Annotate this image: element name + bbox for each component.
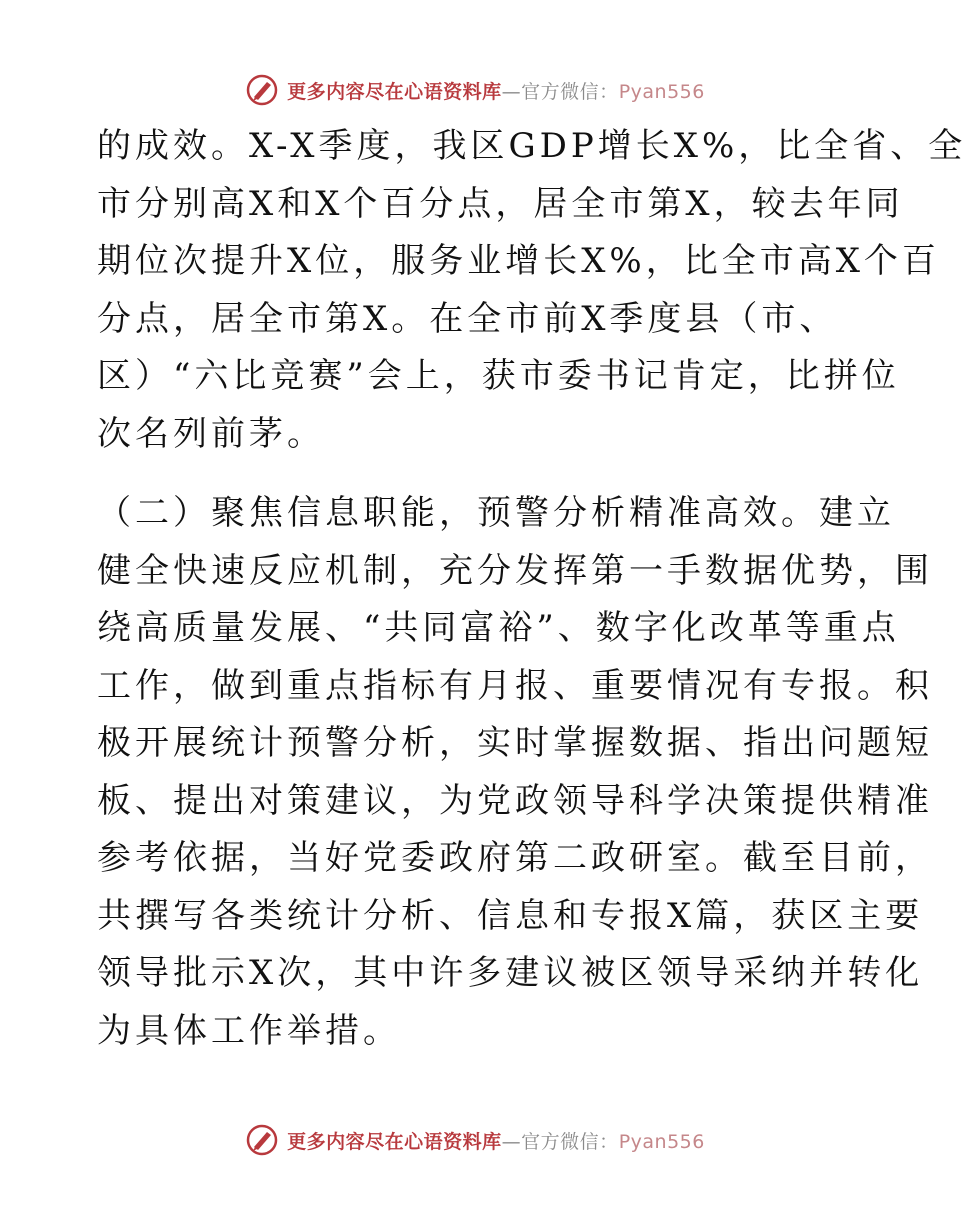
text-line: 为具体工作举措。: [97, 1010, 401, 1051]
text-line: 区）“六比竞赛”会上，获市委书记肯定，比拼位: [97, 356, 900, 396]
text-line: （二）聚焦信息职能，预警分析精准高效。建立: [97, 493, 895, 533]
text-line: 市分别高X和X个百分点，居全市第X，较去年同: [97, 183, 904, 224]
text-line: 绕高质量发展、“共同富裕”、数字化改革等重点: [97, 608, 900, 648]
footer-banner-text: 更多内容尽在心语资料库—官方微信：Pyan556: [287, 1130, 705, 1153]
text-line: 次名列前茅。: [97, 413, 325, 454]
header-banner: [0, 70, 950, 110]
text-line: 的成效。X-X季度，我区GDP增长X%，比全省、全: [97, 126, 966, 166]
brand-logo-icon: [245, 73, 279, 107]
header-banner-text: 更多内容尽在心语资料库—官方微信：Pyan556: [287, 80, 705, 103]
brand-logo-icon: [245, 1123, 279, 1157]
text-line: 极开展统计预警分析，实时掌握数据、指出问题短: [97, 723, 933, 763]
footer-banner: [0, 1120, 950, 1160]
text-line: 期位次提升X位，服务业增长X%，比全市高X个百: [97, 241, 940, 281]
text-line: 分点，居全市第X。在全市前X季度县（市、: [97, 298, 838, 339]
text-line: 健全快速反应机制，充分发挥第一手数据优势，围: [97, 550, 933, 591]
paragraph-2: [97, 485, 933, 1060]
text-line: 领导批示X次，其中许多建议被区领导采纳并转化: [97, 953, 924, 993]
paragraph-1: [97, 118, 966, 463]
text-line: 工作，做到重点指标有月报、重要情况有专报。积: [97, 665, 933, 706]
text-line: 共撰写各类统计分析、信息和专报X篇，获区主要: [97, 895, 924, 936]
text-line: 板、提出对策建议，为党政领导科学决策提供精准: [97, 780, 933, 821]
text-line: 参考依据，当好党委政府第二政研室。截至目前，: [97, 838, 933, 878]
document-body: [97, 118, 966, 1060]
